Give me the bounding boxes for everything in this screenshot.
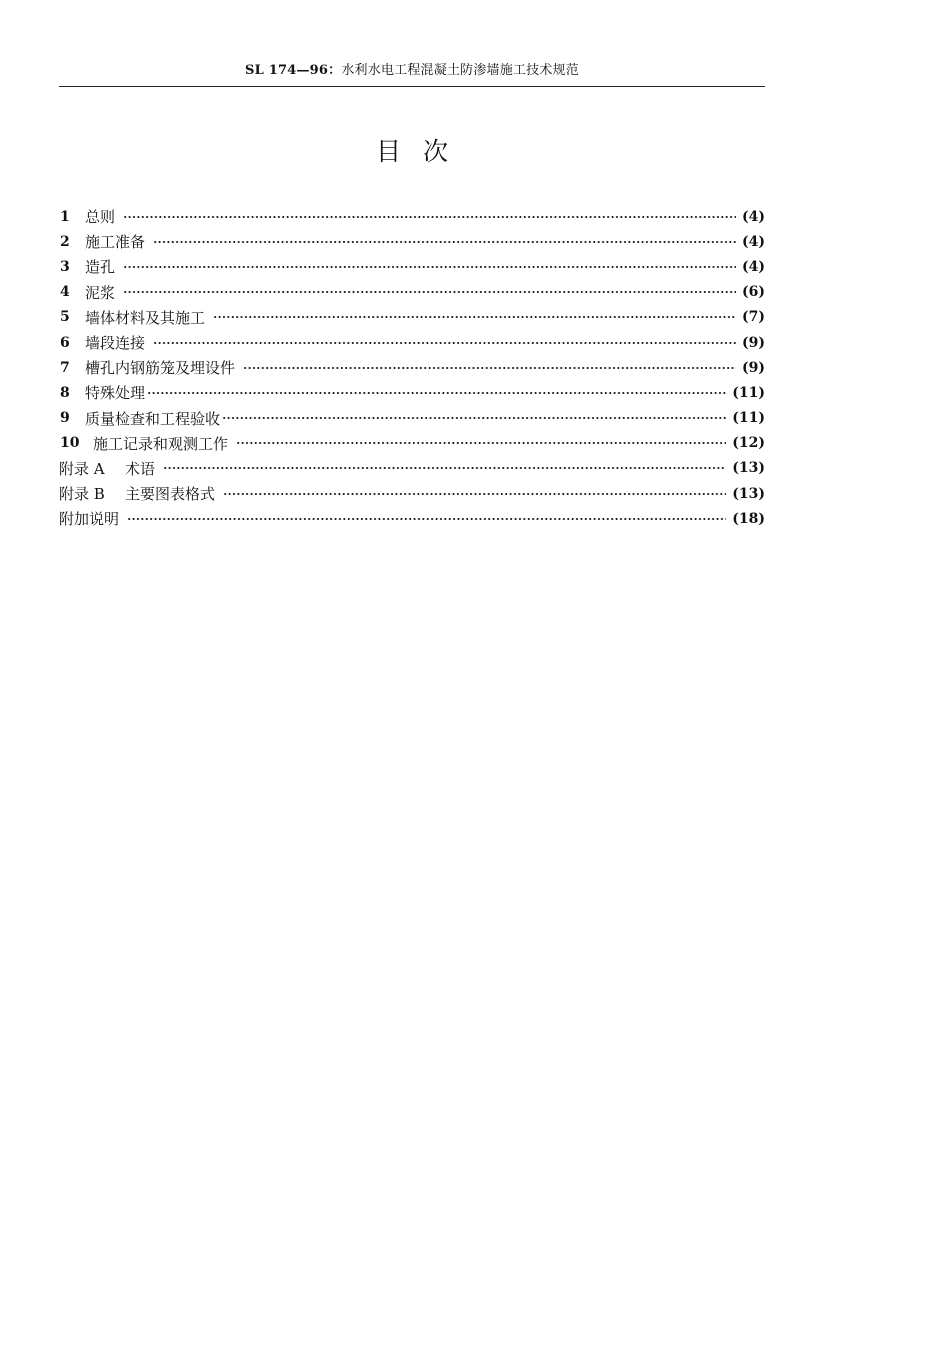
toc-entry-number: 1 <box>60 208 70 225</box>
toc-entry-number: 5 <box>60 309 70 326</box>
toc-entry-page: (4) <box>742 233 765 250</box>
toc-entry-label: 总则 <box>85 208 116 227</box>
toc-entry[interactable] <box>59 406 765 431</box>
toc-entry[interactable] <box>59 204 765 229</box>
toc-leader-dots <box>222 417 726 419</box>
toc-leader-dots <box>123 266 736 268</box>
toc-entry-page: (18) <box>732 510 765 527</box>
toc-entry-page: (7) <box>742 309 765 326</box>
toc-title: 目次 <box>375 137 470 166</box>
toc-entry[interactable] <box>59 431 765 456</box>
toc-entry[interactable] <box>59 254 765 279</box>
toc-entry[interactable] <box>59 481 765 506</box>
toc-leader-dots <box>236 442 726 444</box>
toc-entry[interactable] <box>59 506 765 531</box>
toc-entry-label: 泥浆 <box>85 283 116 302</box>
toc-entry[interactable] <box>59 305 765 330</box>
toc-entry-number: 附录 A <box>59 459 105 478</box>
toc-entry-number: 10 <box>60 435 80 452</box>
toc-entry[interactable] <box>59 355 765 380</box>
toc-entry[interactable] <box>59 380 765 405</box>
toc-entry-label: 主要图表格式 <box>125 485 216 504</box>
toc-entry-page: (9) <box>742 334 765 351</box>
toc-entry-page: (4) <box>742 208 765 225</box>
toc-entry[interactable] <box>59 456 765 481</box>
standard-title: 水利水电工程混凝土防渗墙施工技术规范 <box>341 63 579 78</box>
toc-entry-label: 槽孔内钢筋笼及埋设件 <box>85 359 236 378</box>
toc-leader-dots <box>213 316 736 318</box>
toc-entry-page: (13) <box>732 460 765 477</box>
toc-entry-number: 4 <box>60 284 70 301</box>
toc-entry-label: 附加说明 <box>59 510 120 529</box>
table-of-contents <box>59 204 765 531</box>
toc-entry-label: 墙段连接 <box>85 334 146 353</box>
toc-entry-page: (9) <box>742 359 765 376</box>
toc-entry-page: (6) <box>742 284 765 301</box>
toc-entry-label: 术语 <box>125 459 156 478</box>
toc-entry-number: 2 <box>60 233 70 250</box>
toc-leader-dots <box>127 518 726 520</box>
toc-entry[interactable] <box>59 280 765 305</box>
toc-entry-number: 8 <box>60 384 70 401</box>
toc-leader-dots <box>243 367 736 369</box>
toc-entry-number: 附录 B <box>59 485 105 504</box>
toc-entry[interactable] <box>59 229 765 254</box>
toc-entry-number: 7 <box>60 359 70 376</box>
toc-entry-number: 3 <box>60 258 70 275</box>
toc-entry-label: 施工记录和观测工作 <box>93 434 229 453</box>
toc-entry-label: 质量检查和工程验收 <box>85 409 221 428</box>
toc-entry-page: (11) <box>732 410 765 427</box>
toc-entry-page: (13) <box>732 485 765 502</box>
toc-entry-page: (4) <box>742 258 765 275</box>
toc-entry-number: 6 <box>60 334 70 351</box>
standard-code: SL 174—96： <box>245 63 342 78</box>
toc-entry-page: (11) <box>732 384 765 401</box>
toc-entry-label: 造孔 <box>85 258 116 277</box>
toc-leader-dots <box>163 467 726 469</box>
toc-leader-dots <box>223 493 726 495</box>
toc-entry[interactable] <box>59 330 765 355</box>
running-header <box>59 62 765 80</box>
toc-entry-number: 9 <box>60 410 70 427</box>
toc-entry-page: (12) <box>732 435 765 452</box>
toc-leader-dots <box>147 392 726 394</box>
toc-leader-dots <box>123 291 736 293</box>
toc-entry-label: 墙体材料及其施工 <box>85 308 206 327</box>
toc-leader-dots <box>153 241 736 243</box>
toc-entry-label: 特殊处理 <box>85 384 146 403</box>
toc-leader-dots <box>153 342 736 344</box>
toc-entry-label: 施工准备 <box>85 233 146 252</box>
toc-leader-dots <box>123 216 736 218</box>
header-divider <box>59 86 765 87</box>
